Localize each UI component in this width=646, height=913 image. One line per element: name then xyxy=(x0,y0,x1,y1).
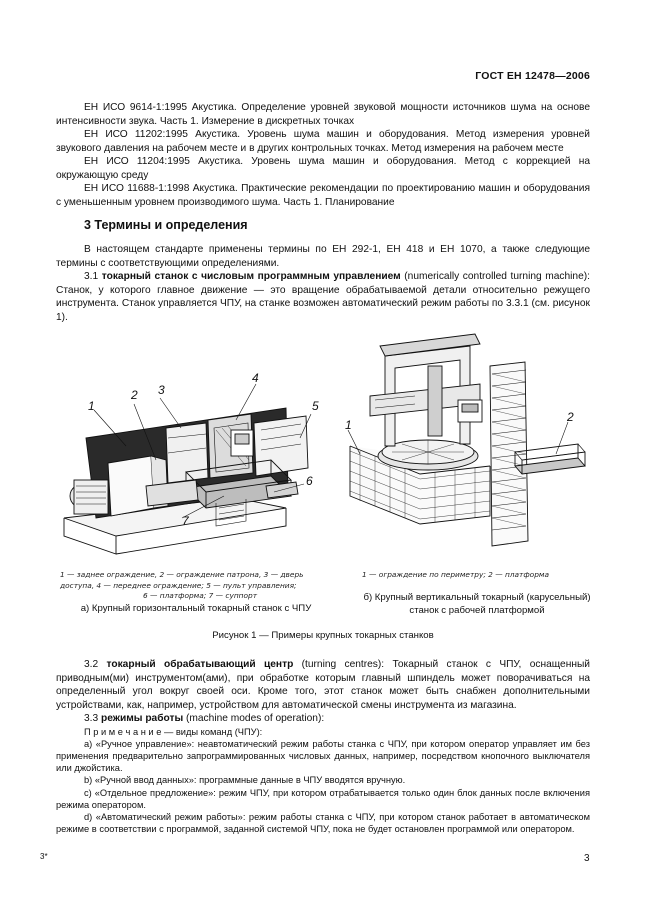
section-intro-text: В настоящем стандарте применены термины по ЕН 292-1, ЕН 418 и ЕН 1070, а также следующие термины с соответствующими определениями. xyxy=(56,244,590,269)
note-item-a xyxy=(56,738,590,775)
reference-4 xyxy=(56,182,590,209)
figure-a-legend-line-3: 6 — платформа; 7 — суппорт xyxy=(142,591,258,600)
reference-2-text: ЕН ИСО 11202:1995 Акустика. Уровень шума машин и оборудования. Метод измерения уровней звукового давления на рабочем месте и в других контрольных точках. Метод измерения на рабочем месте xyxy=(56,129,590,154)
figure-a-label-3: 3 xyxy=(158,383,165,397)
figure-a-subcaption: а) Крупный горизонтальный токарный станок с ЧПУ xyxy=(80,603,312,614)
note-item-d xyxy=(56,811,590,835)
note-item-d-text: d) «Автоматический режим работы»: режим работы станка с ЧПУ, при котором станок работает в автоматическом режиме в соответствии с программой, заданной системой ЧПУ, пока не будет остановлен программой или оператором. xyxy=(56,812,590,835)
reference-3 xyxy=(56,155,590,182)
figure-b-subcaption-line-2: станок с рабочей платформой xyxy=(409,604,545,616)
definition-3-3 xyxy=(56,712,590,726)
horizontal-lathe-drawing xyxy=(56,368,346,566)
definition-3-3-number: 3.3 xyxy=(84,713,99,724)
definition-3-3-text: (machine modes of operation): xyxy=(186,713,325,724)
definition-3-2-number: 3.2 xyxy=(84,659,99,670)
note-item-c xyxy=(56,787,590,811)
section-intro xyxy=(56,243,590,270)
note-item-a-text: а) «Ручное управление»: неавтоматический режим работы станка с ЧПУ, при котором оператор управляет им без применения предварительно запрограммированных числовых данных, например, посредством кнопочного выключателя или джойстика. xyxy=(56,739,590,774)
note-item-c-text: с) «Отдельное предложение»: режим ЧПУ, при котором отрабатывается только один блок данных после включения режима оператором. xyxy=(56,788,590,811)
figure-a-legend xyxy=(60,570,340,602)
reference-1-text: ЕН ИСО 9614-1:1995 Акустика. Определение уровней звуковой мощности источников шума на основе интенсивности звука. Часть 1. Измерение в дискретных точках xyxy=(56,102,590,127)
definition-3-2 xyxy=(56,658,590,712)
figure-a-label-1: 1 xyxy=(88,399,95,413)
note-heading xyxy=(56,726,590,738)
definition-3-1 xyxy=(56,270,590,324)
reference-3-text: ЕН ИСО 11204:1995 Акустика. Уровень шума машин и оборудования. Метод с коррекцией на окружающую среду xyxy=(56,156,590,181)
figure-a-label-2: 2 xyxy=(131,388,138,402)
figure-b-label-1: 1 xyxy=(345,418,352,432)
figure-title: Рисунок 1 — Примеры крупных токарных станков xyxy=(212,630,434,641)
signature-mark: 3* xyxy=(40,852,48,861)
figure-a-legend-line-2: доступа, 4 — переднее ограждение; 5 — пульт управления; xyxy=(60,580,297,590)
definition-3-3-term: режимы работы xyxy=(101,713,184,724)
page-number: 3 xyxy=(584,853,590,864)
document-code: ГОСТ ЕН 12478—2006 xyxy=(475,70,590,82)
figure-b-legend: 1 — ограждение по периметру; 2 — платформа xyxy=(362,570,549,579)
definition-3-1-number: 3.1 xyxy=(84,271,99,282)
figure-b-subcaption xyxy=(352,592,602,617)
definition-3-1-text: (numerically controlled turning machine): Станок, у которого главное движение — это вращение обрабатываемой детали относительно режущего инструмента. Станок управляется ЧПУ, на станке возможен автоматический режим работы по 3.3.1 (см. рисунок 1). xyxy=(56,271,590,323)
note-item-b xyxy=(56,774,590,786)
figure-a-label-5: 5 xyxy=(312,399,319,413)
section-title: 3 Термины и определения xyxy=(84,218,248,232)
reference-2 xyxy=(56,128,590,155)
figure-a-label-4: 4 xyxy=(252,371,259,385)
reference-1 xyxy=(56,101,590,128)
note-item-b-text: b) «Ручной ввод данных»: программные данные в ЧПУ вводятся вручную. xyxy=(84,775,406,785)
figure-b-subcaption-line-1: б) Крупный вертикальный токарный (карусельный) xyxy=(363,592,591,603)
definition-3-1-term: токарный станок с числовым программным управлением xyxy=(101,271,401,282)
definition-3-2-term: токарный обрабатывающий центр xyxy=(106,659,294,670)
vertical-lathe-drawing xyxy=(340,326,595,564)
reference-4-text: ЕН ИСО 11688-1:1998 Акустика. Практические рекомендации по проектированию машин и оборудования с уменьшенным уровнем производимого шума. Часть 1. Планирование xyxy=(56,183,590,208)
figure-a-label-6: 6 xyxy=(306,474,313,488)
figure-b-label-2: 2 xyxy=(567,410,574,424)
figure-a-label-7: 7 xyxy=(182,514,189,528)
definition-3-2-text: (turning centres): Токарный станок с ЧПУ, оснащенный приводным(ми) инструментом(ами), при обработке которым главный шпиндель может поворачиваться на определенный угол вокруг своей оси. Кроме того, этот станок может быть снабжен дополнительными устройствами, как, например, устройством для автоматической смены инструмента из магазина. xyxy=(56,659,590,711)
note-heading-text: П р и м е ч а н и е — виды команд (ЧПУ): xyxy=(84,727,263,737)
figure-a-legend-line-1: 1 — заднее ограждение, 2 — ограждение патрона, 3 — дверь xyxy=(60,570,304,579)
